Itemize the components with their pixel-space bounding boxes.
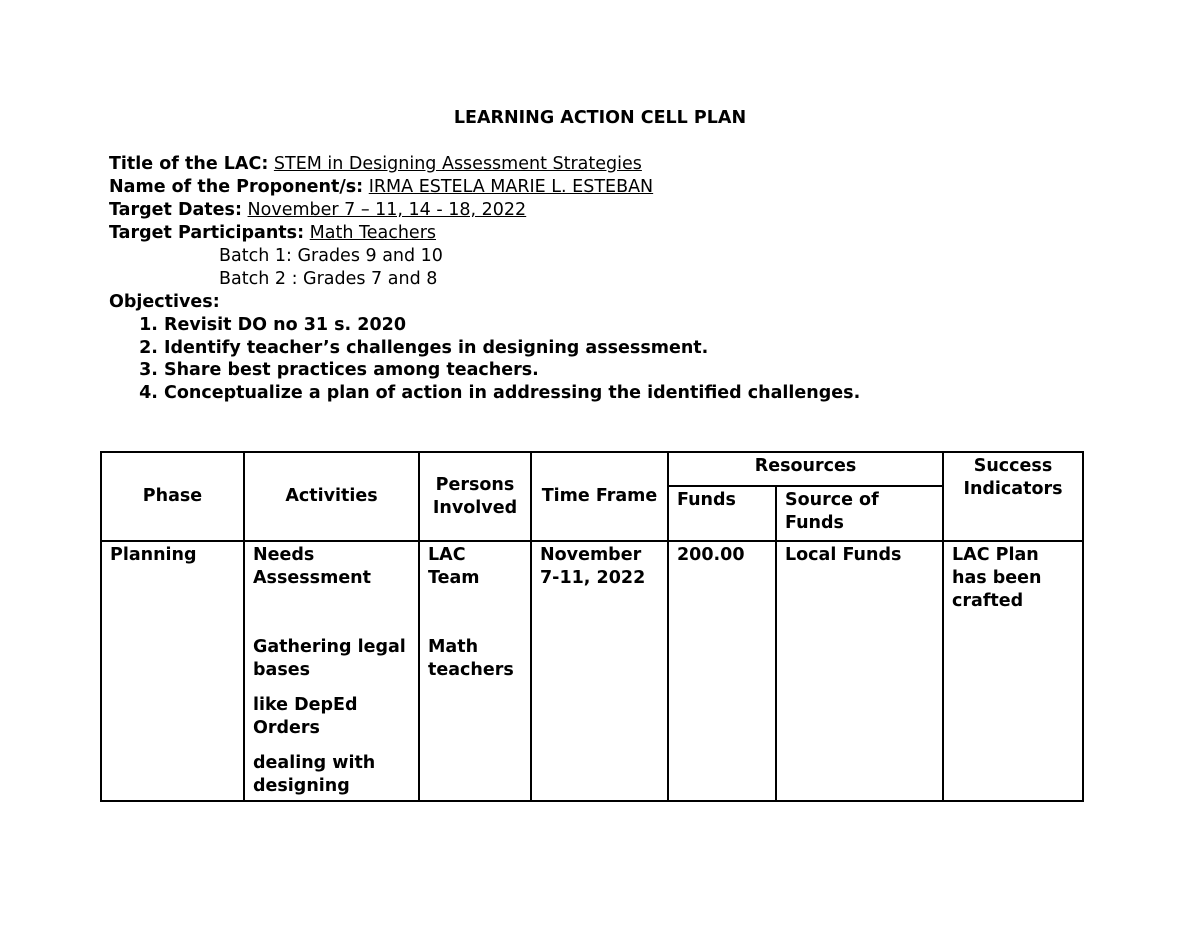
document-meta [109,153,860,404]
objective-item: 1. Revisit DO no 31 s. 2020 [164,314,860,337]
lac-title-value: STEM in Designing Assessment Strategies [273,154,642,174]
proponent-value: IRMA ESTELA MARIE L. ESTEBAN [368,177,654,197]
objective-item: 4. Conceptualize a plan of action in addressing the identified challenges. [164,382,860,405]
cell-success-indicators: LAC Plan has been crafted [943,541,1083,801]
proponent-label: Name of the Proponent/s: [109,177,364,197]
header-funds: Funds [668,486,776,541]
target-dates-label: Target Dates: [109,200,242,220]
target-participants-label: Target Participants: [109,223,305,243]
header-source-of-funds: Source of Funds [776,486,943,541]
activity-item: Needs Assessment [253,545,372,588]
header-persons-involved: Persons Involved [419,452,531,541]
table-row [101,541,1083,801]
objective-item: 3. Share best practices among teachers. [164,359,860,382]
activity-spacer [253,590,410,636]
header-activities: Activities [244,452,419,541]
activity-item: dealing with designing [253,753,376,796]
header-resources: Resources [668,452,943,486]
lac-title-label: Title of the LAC: [109,154,269,174]
batch-2: Batch 2 : Grades 7 and 8 [219,269,438,289]
document-title: LEARNING ACTION CELL PLAN [453,108,747,128]
header-phase: Phase [101,452,244,541]
cell-funds: 200.00 [668,541,776,801]
person-item: LAC Team [428,545,480,588]
objectives-list [109,314,860,404]
objective-item: 2. Identify teacher’s challenges in designing assessment. [164,337,860,360]
activity-item: Gathering legal bases [253,637,406,680]
person-item: Math teachers [428,637,514,680]
cell-source-of-funds: Local Funds [776,541,943,801]
cell-time-frame: November 7-11, 2022 [531,541,668,801]
lac-title-row [109,153,860,176]
cell-phase: Planning [101,541,244,801]
lac-plan-table [100,451,1084,802]
target-dates-value: November 7 – 11, 14 - 18, 2022 [247,200,527,220]
target-participants-row [109,222,860,245]
proponent-row [109,176,860,199]
cell-persons-involved [419,541,531,801]
person-spacer [428,590,522,636]
target-dates-row [109,199,860,222]
activity-item: like DepEd Orders [253,695,358,738]
cell-activities [244,541,419,801]
objectives-label: Objectives: [109,292,220,312]
header-time-frame: Time Frame [531,452,668,541]
target-participants-value: Math Teachers [309,223,437,243]
batch-1: Batch 1: Grades 9 and 10 [219,246,443,266]
header-success-indicators: Success Indicators [943,452,1083,541]
